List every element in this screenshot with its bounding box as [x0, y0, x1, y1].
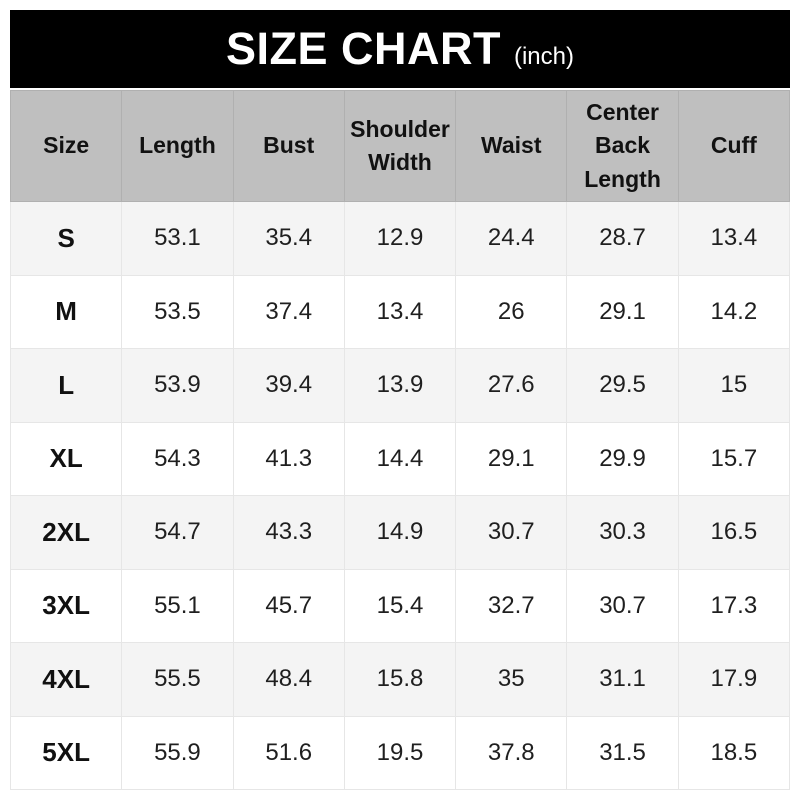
measurement-cell: 26: [456, 275, 567, 349]
table-row-2xl: [11, 496, 790, 570]
measurement-cell: 12.9: [344, 202, 455, 276]
size-label: 4XL: [11, 643, 122, 717]
column-header-shoulder-width: Shoulder Width: [344, 91, 455, 202]
measurement-cell: 31.5: [567, 716, 678, 790]
table-row-l: [11, 349, 790, 423]
header-row: [11, 91, 790, 202]
measurement-cell: 31.1: [567, 643, 678, 717]
title-bar: [10, 10, 790, 88]
measurement-cell: 32.7: [456, 569, 567, 643]
measurement-cell: 48.4: [233, 643, 344, 717]
measurement-cell: 17.3: [678, 569, 789, 643]
measurement-cell: 14.4: [344, 422, 455, 496]
measurement-cell: 55.9: [122, 716, 233, 790]
measurement-cell: 53.1: [122, 202, 233, 276]
column-header-center-back-length: Center Back Length: [567, 91, 678, 202]
measurement-cell: 14.9: [344, 496, 455, 570]
measurement-cell: 29.5: [567, 349, 678, 423]
measurement-cell: 55.5: [122, 643, 233, 717]
size-chart-panel: [10, 10, 790, 790]
measurement-cell: 15: [678, 349, 789, 423]
size-label: 2XL: [11, 496, 122, 570]
measurement-cell: 16.5: [678, 496, 789, 570]
measurement-cell: 27.6: [456, 349, 567, 423]
measurement-cell: 53.9: [122, 349, 233, 423]
table-row-m: [11, 275, 790, 349]
measurement-cell: 37.8: [456, 716, 567, 790]
page-title: SIZE CHART: [225, 23, 501, 74]
measurement-cell: 28.7: [567, 202, 678, 276]
measurement-cell: 19.5: [344, 716, 455, 790]
measurement-cell: 29.9: [567, 422, 678, 496]
measurement-cell: 30.3: [567, 496, 678, 570]
measurement-cell: 13.4: [678, 202, 789, 276]
measurement-cell: 29.1: [567, 275, 678, 349]
measurement-cell: 45.7: [233, 569, 344, 643]
size-table: [10, 90, 790, 790]
size-label: 5XL: [11, 716, 122, 790]
measurement-cell: 37.4: [233, 275, 344, 349]
table-row-s: [11, 202, 790, 276]
measurement-cell: 53.5: [122, 275, 233, 349]
measurement-cell: 13.9: [344, 349, 455, 423]
size-label: M: [11, 275, 122, 349]
measurement-cell: 39.4: [233, 349, 344, 423]
measurement-cell: 35.4: [233, 202, 344, 276]
measurement-cell: 14.2: [678, 275, 789, 349]
measurement-cell: 51.6: [233, 716, 344, 790]
measurement-cell: 18.5: [678, 716, 789, 790]
measurement-cell: 35: [456, 643, 567, 717]
measurement-cell: 55.1: [122, 569, 233, 643]
unit-label: (inch): [513, 43, 574, 70]
size-label: 3XL: [11, 569, 122, 643]
measurement-cell: 54.3: [122, 422, 233, 496]
size-table-head: [11, 91, 790, 202]
measurement-cell: 41.3: [233, 422, 344, 496]
measurement-cell: 54.7: [122, 496, 233, 570]
measurement-cell: 30.7: [456, 496, 567, 570]
measurement-cell: 13.4: [344, 275, 455, 349]
size-label: L: [11, 349, 122, 423]
column-header-cuff: Cuff: [678, 91, 789, 202]
size-table-body: [11, 202, 790, 790]
measurement-cell: 43.3: [233, 496, 344, 570]
size-label: XL: [11, 422, 122, 496]
table-row-5xl: [11, 716, 790, 790]
table-row-3xl: [11, 569, 790, 643]
table-row-4xl: [11, 643, 790, 717]
column-header-length: Length: [122, 91, 233, 202]
measurement-cell: 30.7: [567, 569, 678, 643]
measurement-cell: 24.4: [456, 202, 567, 276]
size-label: S: [11, 202, 122, 276]
table-row-xl: [11, 422, 790, 496]
measurement-cell: 15.7: [678, 422, 789, 496]
column-header-waist: Waist: [456, 91, 567, 202]
measurement-cell: 17.9: [678, 643, 789, 717]
measurement-cell: 15.8: [344, 643, 455, 717]
measurement-cell: 15.4: [344, 569, 455, 643]
column-header-bust: Bust: [233, 91, 344, 202]
column-header-size: Size: [11, 91, 122, 202]
title-group: [226, 23, 574, 75]
measurement-cell: 29.1: [456, 422, 567, 496]
